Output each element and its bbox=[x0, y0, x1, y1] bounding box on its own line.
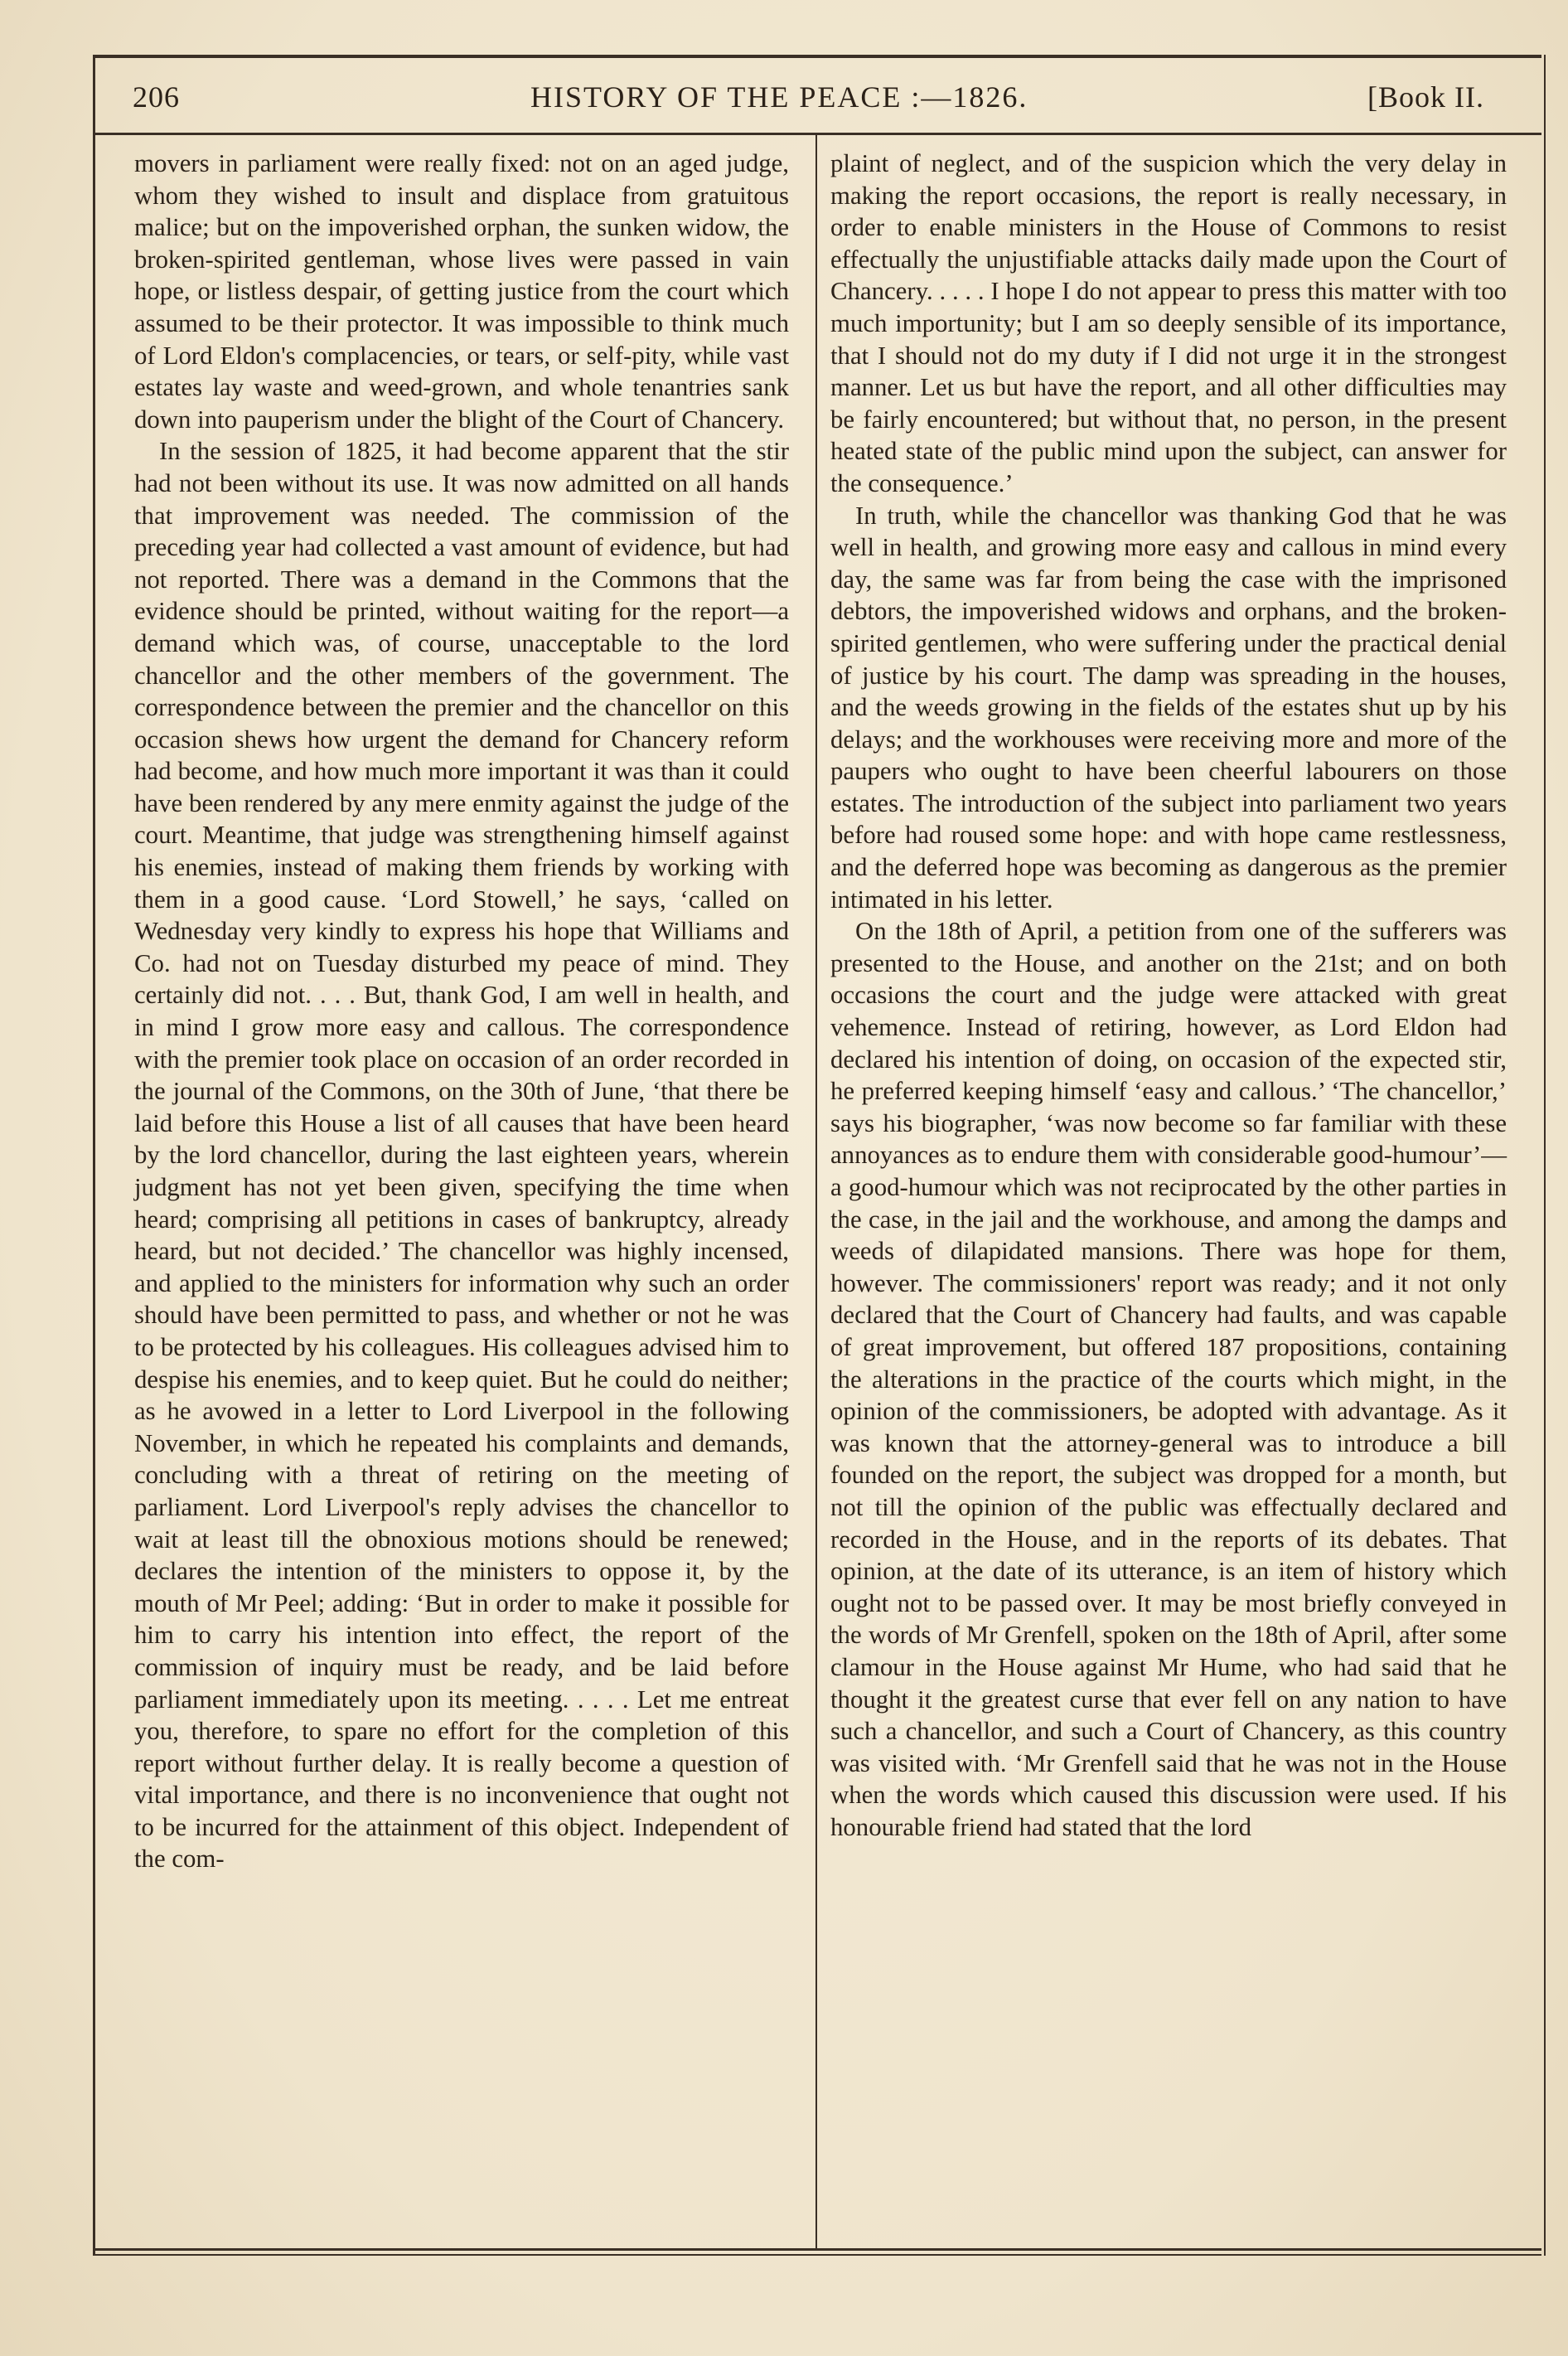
bottom-rule bbox=[93, 2248, 1541, 2251]
page-number: 206 bbox=[133, 80, 180, 114]
paragraph: On the 18th of April, a petition from one of the sufferers was presented to the House, and another on the 21st; and on both occasions the court and the judge were attacked with great vehemence. Instead of retiring, however, as Lord Eldon had declared his intention of doing, on occasion of the expected stir, he preferred keeping himself ‘easy and callous.’ ‘The chancellor,’ says his biographer, ‘was now become so far familiar with these annoyances as to endure them with considerable good-humour’—a good-humour which was not reciprocated by the other parties in the case, in the jail and the workhouse, and among the damps and weeds of dilapidated mansions. There was hope for them, however. The commissioners' report was ready; and it not only declared that the Court of Chancery had faults, and was capable of great improvement, but offered 187 propositions, containing the alterations in the practice of the courts which might, in the opinion of the commissioners, be adopted with advantage. As it was known that the attorney-general was to introduce a bill founded on the report, the subject was dropped for a month, but not till the opinion of the public was effectually declared and recorded in the House, and in the reports of its debates. That opinion, at the date of its utterance, is an item of history which ought not to be passed over. It may be most briefly conveyed in the words of Mr Grenfell, spoken on the 18th of April, after some clamour in the House against Mr Hume, who had said that he thought it the greatest curse that ever fell on any nation to have such a chancellor, and such a Court of Chancery, as this country was visited with. ‘Mr Grenfell said that he was not in the House when the words which caused this discussion were used. If his honourable friend had stated that the lord bbox=[830, 917, 1507, 1841]
paragraph: plaint of neglect, and of the suspicion which the very delay in making the report occasions, the report is really necessary, in order to enable ministers in the House of Commons to resist effectually the unjustifiable attacks daily made upon the Court of Chancery. . . . . I hope I do not appear to press this matter with too much importunity; but I am so deeply sensible of its importance, that I should not do my duty if I did not urge it in the strongest manner. Let us but have the report, and all other difficulties may be fairly encountered; but without that, no person, in the present heated state of the public mind upon the subject, can answer for the consequence.’ bbox=[830, 149, 1507, 497]
paragraph: In the session of 1825, it had become apparent that the stir had not been without its use. It was now admitted on all hands that improvement was needed. The commission of the preceding year had collected a vast amount of evidence, but had not reported. There was a demand in the Commons that the evidence should be printed, without waiting for the report—a demand which was, of course, unacceptable to the lord chancellor and the other members of the government. The correspondence between the premier and the chancellor on this occasion shews how urgent the demand for Chancery reform had become, and how much more important it was than it could have been rendered by any mere enmity against the judge of the court. Meantime, that judge was strengthening himself against his enemies, instead of making them friends by working with them in a good cause. ‘Lord Stowell,’ he says, ‘called on Wednesday very kindly to express his hope that Williams and Co. had not on Tuesday disturbed my peace of mind. They certainly did not. . . . But, thank God, I am well in health, and in mind I grow more easy and callous. The correspondence with the premier took place on occasion of an order recorded in the journal of the Commons, on the 30th of June, ‘that there be laid before this House a list of all causes that have been heard by the lord chancellor, during the last eighteen years, wherein judgment has not yet been given, specifying the time when heard; comprising all petitions in cases of bankruptcy, already heard, but not decided.’ The chancellor was highly incensed, and applied to the ministers for information why such an order should have been permitted to pass, and whether or not he was to be protected by his colleagues. His colleagues advised him to despise his enemies, and to keep quiet. But he could do neither; as he avowed in a letter to Lord Liverpool in the following November, in which he repeated his complaints and demands, concluding with a threat of retiring on the meeting of parliament. Lord Liverpool's reply advises the chancellor to wait at least till the obnoxious motions should be renewed; declares the intention of the ministers to oppose it, by the mouth of Mr Peel; adding: ‘But in order to make it possible for him to carry his intention into effect, the report of the commission of inquiry must be ready, and be laid before parliament immediately upon its meeting. . . . . Let me entreat you, therefore, to spare no effort for the completion of this report without further delay. It is really become a question of vital importance, and there is no inconvenience that ought not to be incurred for the attainment of this object. Independent of the com- bbox=[134, 437, 789, 1874]
left-column bbox=[134, 148, 789, 1875]
paragraph: In truth, while the chancellor was thanking God that he was well in health, and growing more easy and callous in mind every day, the same was far from being the case with the imprisoned debtors, the impoverished widows and orphans, and the broken-spirited gentlemen, who were suffering under the practical denial of justice by his court. The damp was spreading in the houses, and the weeds growing in the fields of the estates shut up by his delays; and the workhouses were receiving more and more of the paupers who ought to have been cheerful labourers on those estates. The introduction of the subject into parliament two years before had roused some hope: and with hope came restlessness, and the deferred hope was becoming as dangerous as the premier intimated in his letter. bbox=[830, 501, 1507, 914]
book-label: [Book II. bbox=[1367, 80, 1484, 114]
right-column bbox=[830, 148, 1507, 1843]
header-rule bbox=[93, 133, 1541, 135]
column-divider bbox=[815, 135, 817, 2248]
paragraph: movers in parliament were really fixed: not on an aged judge, whom they wished to insult and displace from gratuitous malice; but on the impoverished orphan, the sunken widow, the broken-spirited gentleman, whose lives were passed in vain hope, or listless despair, of getting justice from the court which assumed to be their protector. It was impossible to think much of Lord Eldon's complacencies, or tears, or self-pity, while vast estates lay waste and weed-grown, and whole tenantries sank down into pauperism under the blight of the Court of Chancery. bbox=[134, 149, 789, 434]
running-title: HISTORY OF THE PEACE :—1826. bbox=[530, 80, 1028, 114]
top-rule bbox=[93, 55, 1541, 58]
bottom-rule-secondary bbox=[93, 2254, 1541, 2256]
